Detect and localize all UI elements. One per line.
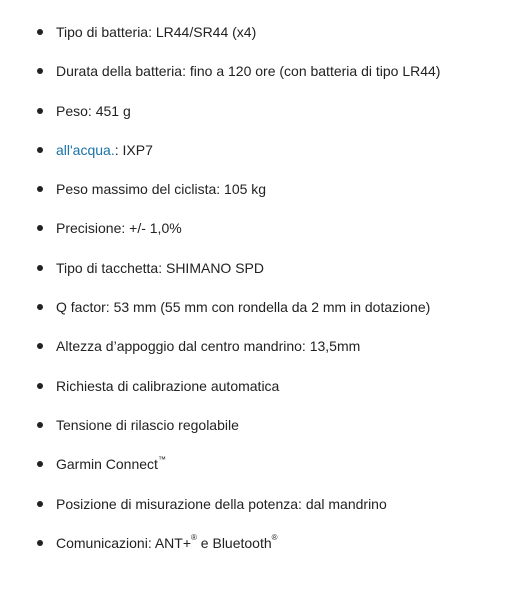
spec-stack-height: [0, 333, 505, 372]
spec-text: Altezza d’appoggio dal centro mandrino: 13,5mm: [56, 338, 361, 355]
bullet-icon: [37, 383, 43, 389]
spec-text: Peso: 451 g: [56, 102, 131, 119]
bullet-icon: [37, 304, 43, 310]
bullet-icon: [37, 68, 43, 74]
trademark-mark: ™: [157, 454, 166, 464]
bullet-icon: [37, 186, 43, 192]
spec-text: Comunicazioni: ANT+: [56, 534, 192, 551]
spec-max-rider-weight: [0, 176, 505, 215]
bullet-icon: [37, 461, 43, 467]
bullet-icon: [37, 422, 43, 428]
bullet-icon: [37, 265, 43, 271]
spec-power-measurement: [0, 491, 505, 530]
spec-garmin-connect: [0, 451, 505, 490]
water-rating-link[interactable]: all'acqua.: [56, 141, 115, 158]
spec-list: [0, 19, 505, 569]
registered-mark: ®: [191, 533, 197, 543]
bullet-icon: [37, 343, 43, 349]
spec-text: Tensione di rilascio regolabile: [56, 416, 239, 433]
spec-cleat-type: [0, 255, 505, 294]
bullet-icon: [37, 147, 43, 153]
spec-battery-type: [0, 19, 505, 58]
spec-text: Precisione: +/- 1,0%: [56, 220, 182, 237]
spec-text: Garmin Connect: [56, 456, 158, 473]
bullet-icon: [37, 540, 43, 546]
spec-accuracy: [0, 215, 505, 254]
bullet-icon: [37, 29, 43, 35]
spec-text: Tipo di batteria: LR44/SR44 (x4): [56, 24, 257, 40]
registered-mark: ®: [271, 533, 278, 543]
bullet-icon: [37, 225, 43, 231]
bullet-icon: [37, 108, 43, 114]
spec-auto-calibration: [0, 373, 505, 412]
spec-water-rating: [0, 137, 505, 176]
spec-text: e Bluetooth: [196, 534, 272, 551]
spec-text: Posizione di misurazione della potenza: dal mandrino: [56, 495, 387, 512]
spec-communications: [0, 530, 505, 569]
spec-text: Durata della batteria: fino a 120 ore (con batteria di tipo LR44): [56, 63, 441, 80]
spec-text: Peso massimo del ciclista: 105 kg: [56, 181, 267, 198]
spec-q-factor: [0, 294, 505, 333]
bullet-icon: [37, 501, 43, 507]
spec-text: Q factor: 53 mm (55 mm con rondella da 2 mm in dotazione): [56, 299, 431, 316]
spec-text: : IXP7: [114, 141, 153, 158]
spec-battery-life: [0, 58, 505, 97]
spec-weight: [0, 98, 505, 137]
spec-text: Tipo di tacchetta: SHIMANO SPD: [56, 259, 264, 276]
spec-text: Richiesta di calibrazione automatica: [56, 377, 280, 394]
spec-release-tension: [0, 412, 505, 451]
